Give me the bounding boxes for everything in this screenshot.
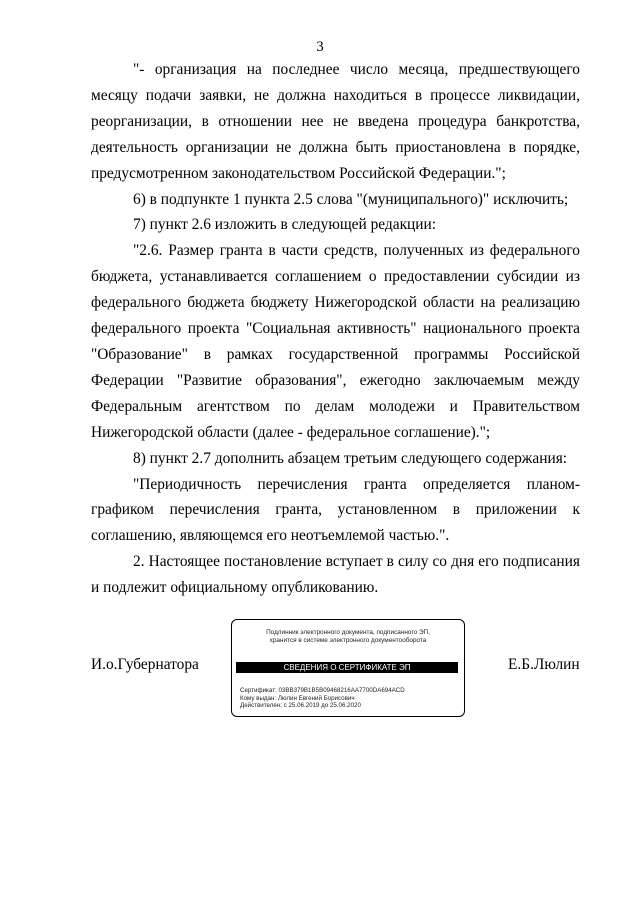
stamp-header-line: хранится в системе электронного документооборота: [269, 637, 427, 644]
electronic-signature-stamp: [231, 619, 465, 717]
document-body: [91, 57, 580, 601]
signer-name: Е.Б.Люлин: [508, 656, 580, 673]
paragraph-grant-amount: "2.6. Размер гранта в части средств, полученных из федерального бюджета, устанавливается соглашением о предоставлении субсидии из федерального бюджета бюджету Нижегородской области на реализацию федерального проекта "Социальная активность" национального проекта "Образование" в рамках государственной программы Российской Федерации "Развитие образования", ежегодно заключаемым между Федеральным агентством по делам молодежи и Правительством Нижегородской области (далее - федеральное соглашение).";: [91, 242, 580, 441]
stamp-title-bar: СВЕДЕНИЯ О СЕРТИФИКАТЕ ЭП: [236, 662, 458, 673]
page-number: 3: [316, 39, 324, 55]
stamp-issued-to: Кому выдан: Люлин Евгений Борисович: [240, 694, 355, 702]
signer-title: И.о.Губернатора: [91, 656, 199, 673]
paragraph-entry-into-force: 2. Настоящее постановление вступает в силу со дня его подписания и подлежит официальному опубликованию.: [91, 553, 580, 597]
stamp-certificate-number: Сертификат: 03BB379B1B5B09468216AA7700DA694ACD: [240, 687, 405, 694]
paragraph-item-6: 6) в подпункте 1 пункта 2.5 слова "(муниципального)" исключить;: [133, 190, 569, 208]
paragraph-item-7: 7) пункт 2.6 изложить в следующей редакции:: [133, 216, 437, 234]
stamp-certificate-info: [240, 687, 456, 710]
stamp-header: [240, 629, 456, 645]
stamp-header-line: Подлинник электронного документа, подписанного ЭП,: [266, 629, 430, 636]
paragraph-organization-requirements: "- организация на последнее число месяца, предшествующего месяцу подачи заявки, не должна находиться в процессе ликвидации, реорганизации, в отношении нее не введена процедура банкротства, деятельность организации не должна быть приостановлена в порядке, предусмотренном законодательством Российской Федерации.";: [91, 61, 580, 182]
paragraph-grant-schedule: "Периодичность перечисления гранта определяется планом-графиком перечисления гранта, установленном в приложении к соглашению, являющемся его неотъемлемой частью.".: [91, 475, 580, 545]
paragraph-item-8: 8) пункт 2.7 дополнить абзацем третьим следующего содержания:: [133, 449, 568, 467]
stamp-validity: Действителен: с 25.06.2019 до 25.06.2020: [240, 702, 361, 709]
